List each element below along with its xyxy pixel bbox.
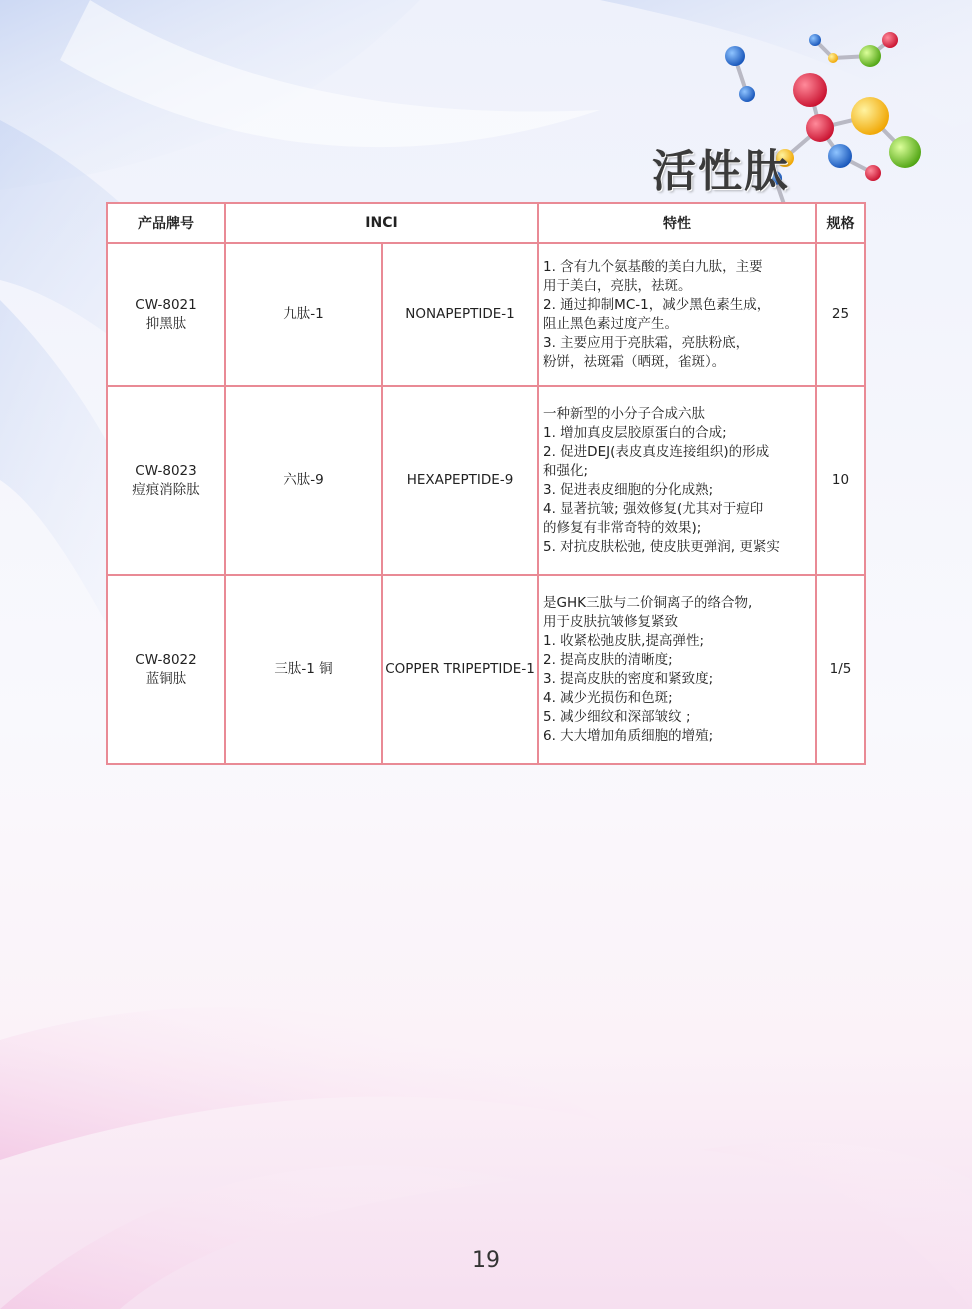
feature-line: 的修复有非常奇特的效果); [543,519,702,536]
page-number: 19 [472,1248,500,1273]
feature-line: 2. 提高皮肤的清晰度; [543,651,673,668]
page-title: 活性肽 [652,146,790,197]
inci-en-cell: HEXAPEPTIDE-9 [382,386,538,575]
feature-line: 一种新型的小分子合成六肽 [543,405,706,422]
feature-line: 粉饼，祛斑霜（晒斑，雀斑）。 [543,353,726,370]
inci-cn-cell: 三肽-1 铜 [225,575,382,764]
feature-line: 6. 大大增加角质细胞的增殖; [543,727,714,744]
product-cell [107,386,225,575]
feature-line: 3. 提高皮肤的密度和紧致度; [543,670,714,687]
header-features: 特性 [538,203,816,243]
table-header-row [107,203,865,243]
product-code: CW-8021 [135,296,197,313]
header-product: 产品牌号 [107,203,225,243]
inci-cn-cell: 六肽-9 [225,386,382,575]
feature-line: 3. 主要应用于亮肤霜，亮肤粉底， [543,334,750,351]
feature-line: 4. 减少光损伤和色斑; [543,689,673,706]
product-name: 抑黑肽 [145,315,187,332]
features-cell [538,386,816,575]
product-table [106,202,866,765]
feature-line: 5. 减少细纹和深部皱纹 ; [543,708,691,725]
header-inci: INCI [225,203,538,243]
table-row [107,575,865,764]
product-code: CW-8023 [135,462,197,479]
product-name: 蓝铜肽 [145,670,187,687]
feature-line: 1. 收紧松弛皮肤,提高弹性; [543,632,705,649]
feature-line: 1. 增加真皮层胶原蛋白的合成; [543,424,727,441]
spec-cell: 10 [816,386,865,575]
feature-line: 用于美白，亮肤，祛斑。 [543,277,692,294]
table-row [107,386,865,575]
feature-line: 1. 含有九个氨基酸的美白九肽，主要 [543,258,763,275]
spec-cell: 25 [816,243,865,386]
product-cell [107,575,225,764]
feature-line: 2. 促进DEJ(表皮真皮连接组织)的形成 [543,443,770,460]
feature-line: 4. 显著抗皱; 强效修复(尤其对于痘印 [543,500,764,517]
inci-en-cell: COPPER TRIPEPTIDE-1 [382,575,538,764]
inci-cn-cell: 九肽-1 [225,243,382,386]
feature-line: 3. 促进表皮细胞的分化成熟; [543,481,714,498]
feature-line: 和强化; [543,462,589,479]
product-cell [107,243,225,386]
table-row [107,243,865,386]
inci-en-cell: NONAPEPTIDE-1 [382,243,538,386]
feature-line: 阻止黑色素过度产生。 [543,315,679,332]
product-code: CW-8022 [135,651,197,668]
product-name: 痘痕消除肽 [132,481,200,498]
header-spec: 规格 [816,203,865,243]
features-cell [538,243,816,386]
feature-line: 5. 对抗皮肤松弛, 使皮肤更弹润, 更紧实 [543,538,780,555]
feature-line: 2. 通过抑制MC-1，减少黑色素生成， [543,296,771,313]
features-cell [538,575,816,764]
feature-line: 用于皮肤抗皱修复紧致 [543,613,679,630]
feature-line: 是GHK三肽与二价铜离子的络合物, [543,594,753,611]
spec-cell: 1/5 [816,575,865,764]
